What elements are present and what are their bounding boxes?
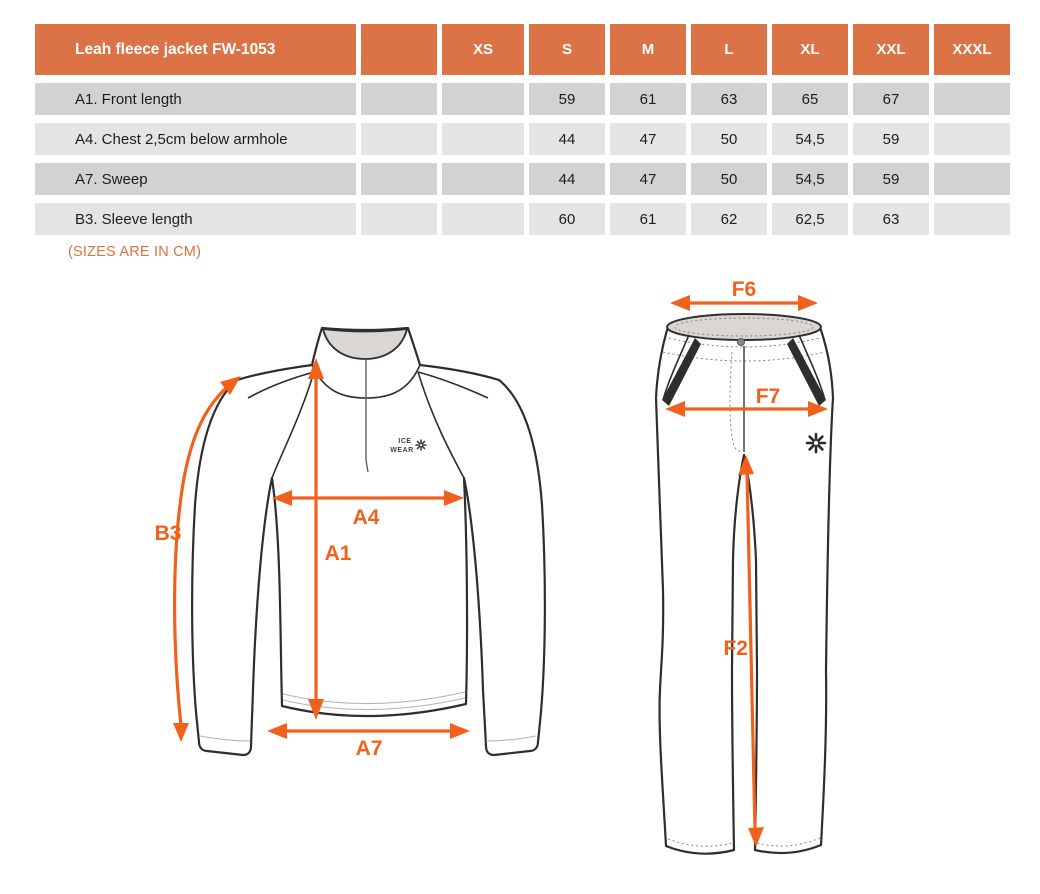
cell: 47 [610,123,686,155]
row-label: B3. Sleeve length [35,203,356,235]
a7-arrowhead-left [267,723,287,739]
cell: 44 [529,163,605,195]
product-name-header: Leah fleece jacket FW-1053 [35,24,356,75]
cell: 59 [853,123,929,155]
snowflake-icon [416,440,426,450]
cell: 62 [691,203,767,235]
pants-diagram [656,278,833,854]
cell [934,203,1010,235]
a7-label: A7 [355,737,383,760]
f7-label: F7 [755,385,781,408]
cell: 61 [610,83,686,115]
cell [442,83,524,115]
cell [442,203,524,235]
cell: 61 [610,203,686,235]
cell: 47 [610,163,686,195]
jacket-outline [192,328,545,755]
f6-label: F6 [731,278,757,301]
size-table-header-row [35,24,1010,75]
col-header-xxxl: XXXL [934,24,1010,75]
cell: 54,5 [772,123,848,155]
cell: 67 [853,83,929,115]
cell: 65 [772,83,848,115]
cell: 59 [853,163,929,195]
cell [934,163,1010,195]
cell: 54,5 [772,163,848,195]
row-label: A7. Sweep [35,163,356,195]
a1-label: A1 [324,542,352,565]
cell [934,123,1010,155]
cell [442,123,524,155]
row-label: A1. Front length [35,83,356,115]
a4-label: A4 [352,506,380,529]
cell: 50 [691,163,767,195]
b3-label: B3 [154,522,182,545]
cell: 63 [691,83,767,115]
f2-label: F2 [723,637,748,660]
cell: 59 [529,83,605,115]
cell: 50 [691,123,767,155]
measurement-diagrams [0,270,1040,894]
col-header-xs: XS [442,24,524,75]
units-note: (SIZES ARE IN CM) [68,244,202,260]
table-row-sleeve-length [35,203,1010,235]
table-row-chest [35,123,1010,155]
cell: 44 [529,123,605,155]
size-table [30,16,1015,243]
waist-button [738,339,745,346]
cell [361,123,437,155]
b3-arrowhead-bottom [173,723,189,742]
jacket-diagram [155,328,545,760]
snowflake-icon [807,434,825,452]
table-row-front-length [35,83,1010,115]
cell [361,203,437,235]
row-label: A4. Chest 2,5cm below armhole [35,123,356,155]
col-header-xxl: XXL [853,24,929,75]
col-header-blank [361,24,437,75]
cell: 63 [853,203,929,235]
cell [361,83,437,115]
cell [934,83,1010,115]
f6-arrowhead-left [670,295,690,311]
col-header-l: L [691,24,767,75]
cell [361,163,437,195]
cell: 60 [529,203,605,235]
cell [442,163,524,195]
col-header-s: S [529,24,605,75]
col-header-m: M [610,24,686,75]
a7-arrowhead-right [450,723,470,739]
table-row-sweep [35,163,1010,195]
logo-text-wear: WEAR [390,447,414,454]
col-header-xl: XL [772,24,848,75]
logo-text-ice: ICE [398,438,412,445]
f6-arrowhead-right [798,295,818,311]
cell: 62,5 [772,203,848,235]
